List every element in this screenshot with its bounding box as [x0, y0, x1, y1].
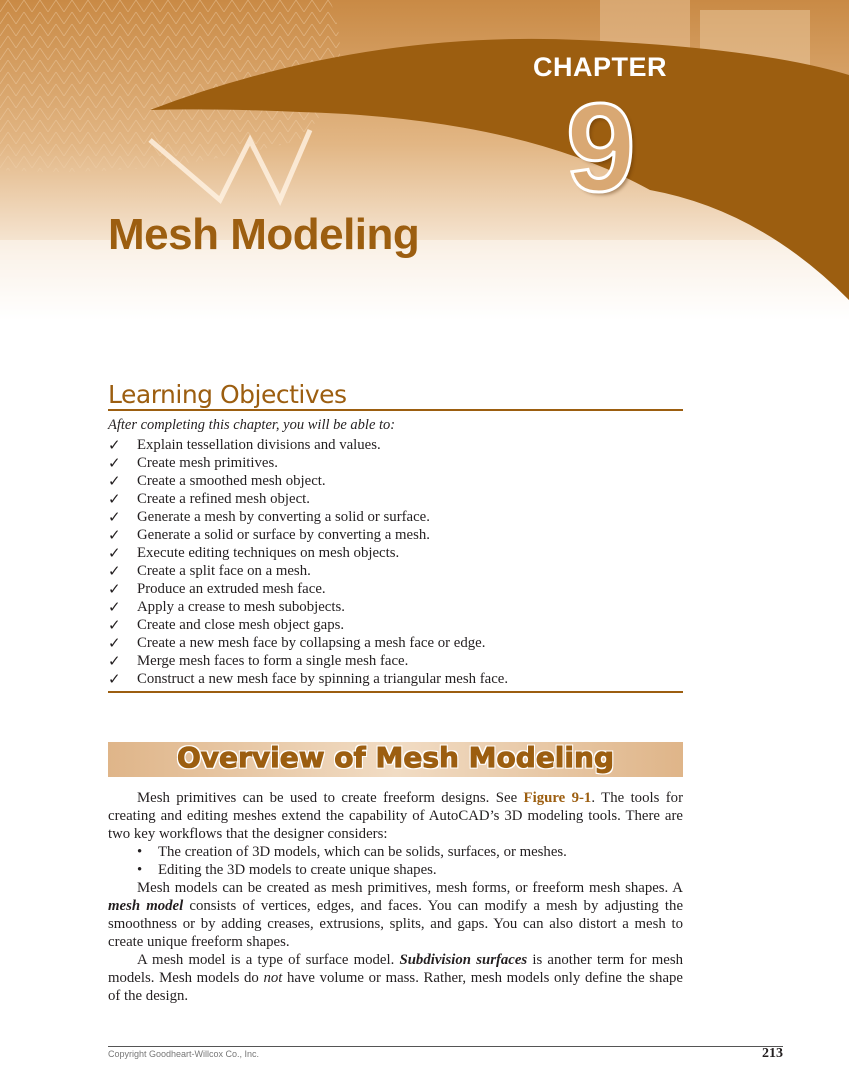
text: Mesh primitives can be used to create freeform designs. See	[137, 790, 524, 806]
divider	[108, 691, 683, 693]
objective-text: Apply a crease to mesh subobjects.	[137, 599, 345, 615]
objective-text: Merge mesh faces to form a single mesh face.	[137, 653, 409, 669]
checkmark-icon: ✓	[108, 616, 121, 634]
bullet-item: • Editing the 3D models to create unique shapes.	[158, 861, 683, 879]
checkmark-icon: ✓	[108, 562, 121, 580]
objective-text: Explain tessellation divisions and values.	[137, 437, 381, 453]
chapter-label: CHAPTER	[533, 52, 668, 82]
chapter-header-image	[0, 0, 849, 320]
text: . The tools for creating and editing meshes extend the capability of AutoCAD’s 3D modeling tools. There are two key workflows that the designer considers:	[108, 790, 683, 842]
checkmark-icon: ✓	[108, 598, 121, 616]
text: consists of vertices, edges, and faces. You can modify a mesh by adjusting the smoothness or by adding creases, extrusions, splits, and gaps. You can also distort a mesh to create unique freeform shapes.	[108, 898, 684, 950]
objectives-intro: After completing this chapter, you will be able to:	[108, 417, 396, 433]
emphasis: not	[263, 970, 283, 986]
section-banner	[108, 742, 683, 777]
section-heading: Overview of Mesh Modeling	[177, 741, 614, 774]
checkmark-icon: ✓	[108, 472, 121, 490]
objective-text: Create a refined mesh object.	[137, 491, 310, 507]
bullet-list	[108, 843, 683, 879]
learning-objectives-heading: Learning Objectives	[108, 380, 347, 409]
objectives-list	[108, 436, 508, 688]
checkmark-icon: ✓	[108, 670, 121, 688]
checkmark-icon: ✓	[108, 652, 121, 670]
objective-item	[108, 508, 508, 526]
objective-item	[108, 652, 508, 670]
body-text	[108, 789, 683, 1005]
objective-item	[108, 472, 508, 490]
checkmark-icon: ✓	[108, 634, 121, 652]
paragraph	[108, 951, 683, 1005]
objective-text: Execute editing techniques on mesh objects.	[137, 545, 400, 561]
objective-text: Generate a solid or surface by converting a mesh.	[137, 527, 430, 543]
checkmark-icon: ✓	[108, 508, 121, 526]
page-number: 213	[762, 1046, 783, 1061]
objective-text: Create a smoothed mesh object.	[137, 473, 326, 489]
objective-item	[108, 598, 508, 616]
key-term: Subdivision surfaces	[399, 952, 528, 968]
checkmark-icon: ✓	[108, 544, 121, 562]
objective-item	[108, 670, 508, 688]
objective-item	[108, 562, 508, 580]
objective-item	[108, 526, 508, 544]
paragraph	[108, 879, 683, 951]
text: have volume or mass. Rather, mesh models only define the shape of the design.	[108, 970, 683, 1004]
objective-text: Generate a mesh by converting a solid or surface.	[137, 509, 430, 525]
text: A mesh model is a type of surface model.	[137, 952, 400, 968]
chapter-number: 9	[566, 79, 636, 218]
divider	[108, 409, 683, 411]
objective-item	[108, 454, 508, 472]
checkmark-icon: ✓	[108, 454, 121, 472]
footer-divider	[108, 1046, 783, 1047]
objective-text: Create a split face on a mesh.	[137, 563, 311, 579]
objective-item	[108, 616, 508, 634]
objective-text: Create and close mesh object gaps.	[137, 617, 345, 633]
objective-item	[108, 490, 508, 508]
checkmark-icon: ✓	[108, 526, 121, 544]
objective-item	[108, 580, 508, 598]
key-term: mesh model	[108, 898, 184, 914]
objective-text: Construct a new mesh face by spinning a triangular mesh face.	[137, 671, 509, 687]
text: Mesh models can be created as mesh primitives, mesh forms, or freeform mesh shapes. A	[137, 880, 683, 896]
chapter-title: Mesh Modeling	[108, 210, 420, 259]
objective-item	[108, 544, 508, 562]
objective-text: Create a new mesh face by collapsing a mesh face or edge.	[137, 635, 486, 651]
objective-text: Produce an extruded mesh face.	[137, 581, 326, 597]
figure-reference-link[interactable]: Figure 9-1	[523, 790, 592, 806]
bullet-item: • The creation of 3D models, which can be solids, surfaces, or meshes.	[158, 843, 683, 861]
checkmark-icon: ✓	[108, 490, 121, 508]
checkmark-icon: ✓	[108, 580, 121, 598]
objective-item	[108, 436, 508, 454]
objective-item	[108, 634, 508, 652]
checkmark-icon: ✓	[108, 436, 121, 454]
objective-text: Create mesh primitives.	[137, 455, 278, 471]
text: is another term for mesh models. Mesh models do	[108, 952, 683, 986]
copyright: Copyright Goodheart-Willcox Co., Inc.	[108, 1049, 260, 1059]
paragraph	[108, 789, 683, 843]
